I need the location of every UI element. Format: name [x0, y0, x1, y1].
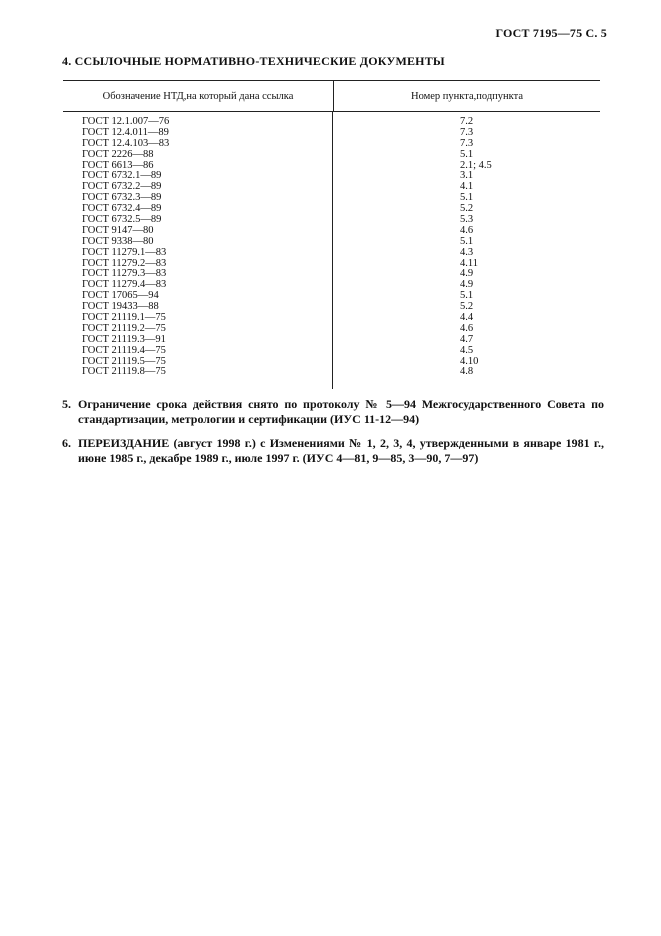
note-6-text: ПЕРЕИЗДАНИЕ (август 1998 г.) с Изменениями № 1, 2, 3, 4, утвержденными в январе 1981 г., июне 1985 г., декабре 1989 г., июле 1997 г. (ИУС 4—81, 9—85, 3—90, 7—97) — [78, 436, 604, 465]
col-header-clause: Номер пункта,подпункта — [410, 90, 523, 102]
table-cell-doc: ГОСТ 6732.3—89 — [82, 192, 162, 204]
table-cell-doc: ГОСТ 21119.1—75 — [82, 312, 166, 324]
table-cell-doc: ГОСТ 21119.8—75 — [82, 366, 166, 378]
table-cell-clause: 5.2 — [460, 203, 474, 215]
table-cell-doc: ГОСТ 11279.3—83 — [82, 268, 167, 280]
table-cell-clause: 2.1; 4.5 — [460, 159, 492, 171]
note-5 — [62, 397, 604, 427]
table-cell-clause: 4.11 — [460, 257, 478, 269]
note-6-number: 6. — [62, 436, 71, 450]
table-cell-clause: 5.2 — [460, 301, 474, 313]
table-cell-clause: 7.2 — [460, 116, 474, 127]
table-cell-doc: ГОСТ 21119.2—75 — [82, 322, 166, 334]
table-cell-clause: 4.10 — [460, 355, 479, 367]
note-5-number: 5. — [62, 397, 71, 411]
table-body — [63, 112, 600, 389]
table-cell-clause: 4.8 — [460, 366, 474, 378]
table-cell-clause: 4.3 — [460, 246, 474, 258]
page-header: ГОСТ 7195—75 С. 5 — [495, 26, 607, 40]
table-cell-doc: ГОСТ 6732.4—89 — [82, 203, 162, 215]
table-cell-doc: ГОСТ 6732.2—89 — [82, 181, 162, 193]
table-cell-doc: ГОСТ 6732.1—89 — [82, 170, 162, 182]
table-cell-doc: ГОСТ 11279.2—83 — [82, 257, 167, 269]
table-cell-clause: 4.7 — [460, 333, 474, 345]
table-cell-doc: ГОСТ 17065—94 — [82, 290, 159, 302]
table-cell-clause: 4.6 — [460, 322, 474, 334]
table-header — [63, 80, 600, 112]
table-cell-doc: ГОСТ 21119.5—75 — [82, 355, 166, 367]
reference-table — [63, 80, 600, 389]
clause-column — [333, 112, 600, 389]
table-cell-doc: ГОСТ 6732.5—89 — [82, 214, 162, 226]
col-header-doc: Обозначение НТД,на который дана ссылка — [63, 81, 334, 111]
table-cell-clause: 5.1 — [460, 192, 474, 204]
table-cell-clause: 4.4 — [460, 312, 474, 324]
table-cell-clause: 4.9 — [460, 279, 474, 291]
table-cell-doc: ГОСТ 19433—88 — [82, 301, 159, 313]
table-cell-clause: 4.6 — [460, 224, 474, 236]
note-5-text: Ограничение срока действия снято по протоколу № 5—94 Межгосударственного Совета по стандартизации, метрологии и сертификации (ИУС 11-12—94) — [78, 397, 604, 426]
table-cell-doc: ГОСТ 12.4.011—89 — [82, 126, 169, 138]
section-title: 4. ССЫЛОЧНЫЕ НОРМАТИВНО-ТЕХНИЧЕСКИЕ ДОКУМЕНТЫ — [62, 54, 445, 68]
table-cell-doc: ГОСТ 11279.4—83 — [82, 279, 167, 291]
table-cell-clause: 5.1 — [460, 148, 474, 160]
table-cell-clause: 5.1 — [460, 290, 474, 302]
table-cell-doc: ГОСТ 12.4.103—83 — [82, 137, 170, 149]
table-cell-doc: ГОСТ 12.1.007—76 — [82, 116, 170, 127]
table-cell-doc: ГОСТ 6613—86 — [82, 159, 154, 171]
table-cell-clause: 4.5 — [460, 344, 474, 356]
table-cell-clause: 5.3 — [460, 214, 474, 226]
table-cell-doc: ГОСТ 9147—80 — [82, 224, 154, 236]
doc-column — [63, 112, 333, 389]
table-cell-clause: 5.1 — [460, 235, 474, 247]
table-cell-doc: ГОСТ 2226—88 — [82, 148, 154, 160]
table-cell-doc: ГОСТ 21119.4—75 — [82, 344, 166, 356]
table-cell-clause: 7.3 — [460, 126, 474, 138]
table-cell-doc: ГОСТ 21119.3—91 — [82, 333, 166, 345]
note-6 — [62, 436, 604, 466]
table-cell-doc: ГОСТ 11279.1—83 — [82, 246, 167, 258]
table-cell-clause: 7.3 — [460, 137, 474, 149]
table-cell-clause: 3.1 — [460, 170, 474, 182]
table-cell-doc: ГОСТ 9338—80 — [82, 235, 154, 247]
table-cell-clause: 4.9 — [460, 268, 474, 280]
table-cell-clause: 4.1 — [460, 181, 474, 193]
